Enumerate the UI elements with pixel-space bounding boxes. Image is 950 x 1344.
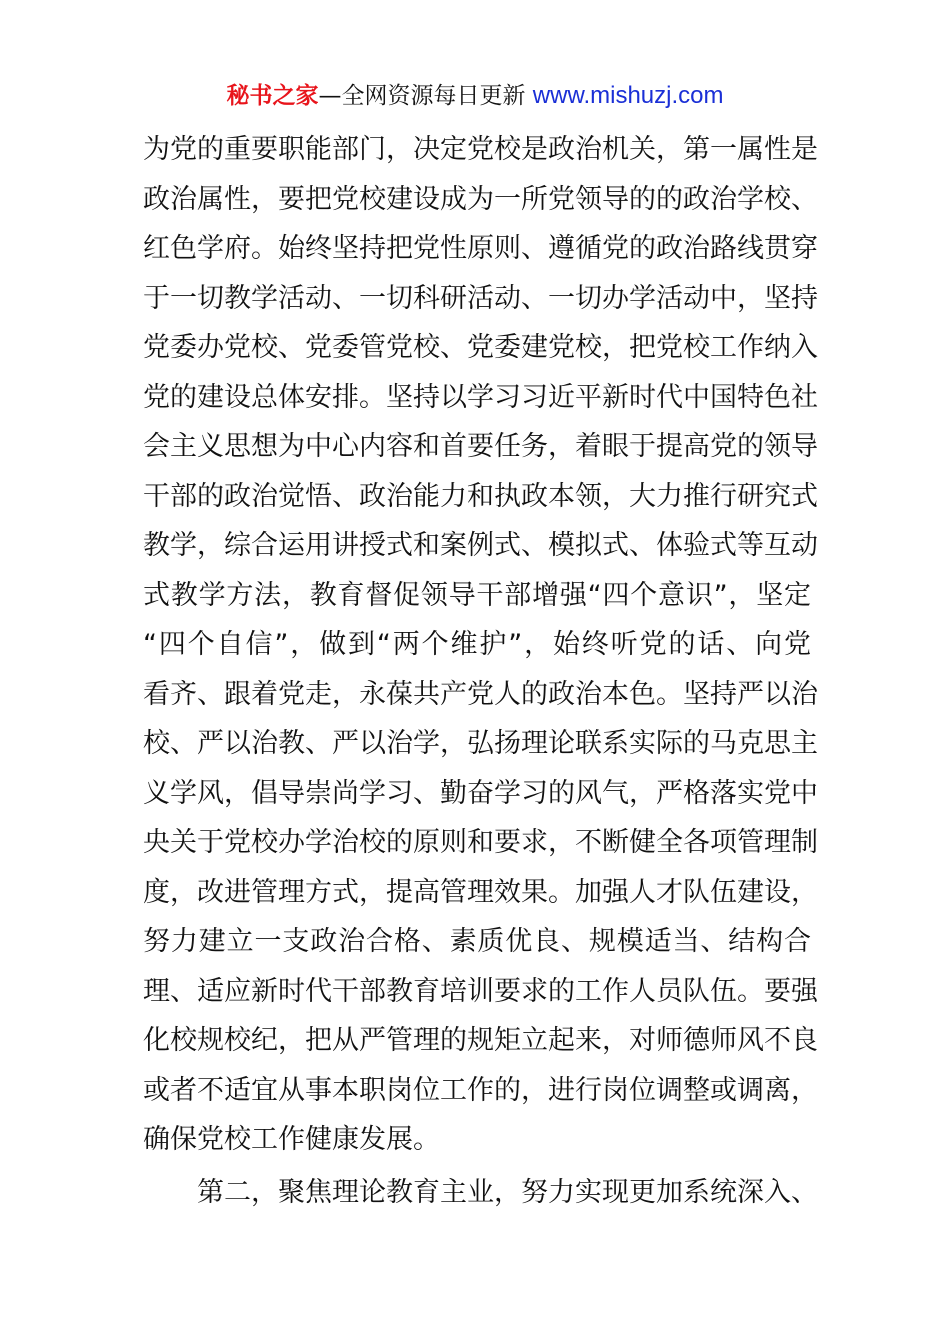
text-line: 于一切教学活动、一切科研活动、一切办学活动中，坚持 [143, 282, 818, 314]
text-line: “四个自信”，做到“两个维护”，始终听党的话、向党 [143, 629, 811, 660]
text-line: 第二，聚焦理论教育主业，努力实现更加系统深入、 [197, 1176, 818, 1208]
text-line: 政治属性，要把党校建设成为一所党领导的的政治学校、 [143, 183, 818, 215]
text-line: 校、严以治教、严以治学，弘扬理论联系实际的马克思主 [143, 728, 818, 759]
text-line: 党委办党校、党委管党校、党委建党校，把党校工作纳入 [143, 332, 818, 363]
site-brand: 秘书之家 [226, 83, 319, 109]
text-line: 红色学府。始终坚持把党性原则、遵循党的政治路线贯穿 [143, 233, 818, 264]
text-line: 教学，综合运用讲授式和案例式、模拟式、体验式等互动 [143, 530, 818, 561]
paragraph-1 [143, 125, 818, 1165]
page-header [0, 80, 950, 112]
text-line: 式教学方法，教育督促领导干部增强“四个意识”，坚定 [143, 579, 811, 611]
text-line: 确保党校工作健康发展。 [143, 1124, 440, 1155]
text-line: 努力建立一支政治合格、素质优良、规模适当、结构合 [143, 926, 811, 957]
text-line: 会主义思想为中心内容和首要任务，着眼于提高党的领导 [143, 431, 818, 462]
text-line: 度，改进管理方式，提高管理效果。加强人才队伍建设， [143, 876, 818, 908]
text-line: 义学风，倡导崇尚学习、勤奋学习的风气，严格落实党中 [143, 777, 818, 809]
text-line: 党的建设总体安排。坚持以学习习近平新时代中国特色社 [143, 381, 818, 413]
site-tagline: —全网资源每日更新 [318, 83, 533, 109]
text-line: 央关于党校办学治校的原则和要求，不断健全各项管理制 [143, 827, 818, 858]
text-line: 看齐、跟着党走，永葆共产党人的政治本色。坚持严以治 [143, 678, 818, 710]
text-line: 化校规校纪，把从严管理的规矩立起来，对师德师风不良 [143, 1025, 818, 1056]
document-body [143, 125, 818, 1217]
site-url-link[interactable]: www.mishuzj.com [532, 82, 724, 109]
text-line: 或者不适宜从事本职岗位工作的，进行岗位调整或调离， [143, 1074, 818, 1106]
text-line: 为党的重要职能部门，决定党校是政治机关，第一属性是 [143, 134, 818, 165]
text-line: 干部的政治觉悟、政治能力和执政本领，大力推行研究式 [143, 480, 818, 512]
text-line: 理、适应新时代干部教育培训要求的工作人员队伍。要强 [143, 975, 818, 1007]
paragraph-2 [143, 1168, 818, 1218]
